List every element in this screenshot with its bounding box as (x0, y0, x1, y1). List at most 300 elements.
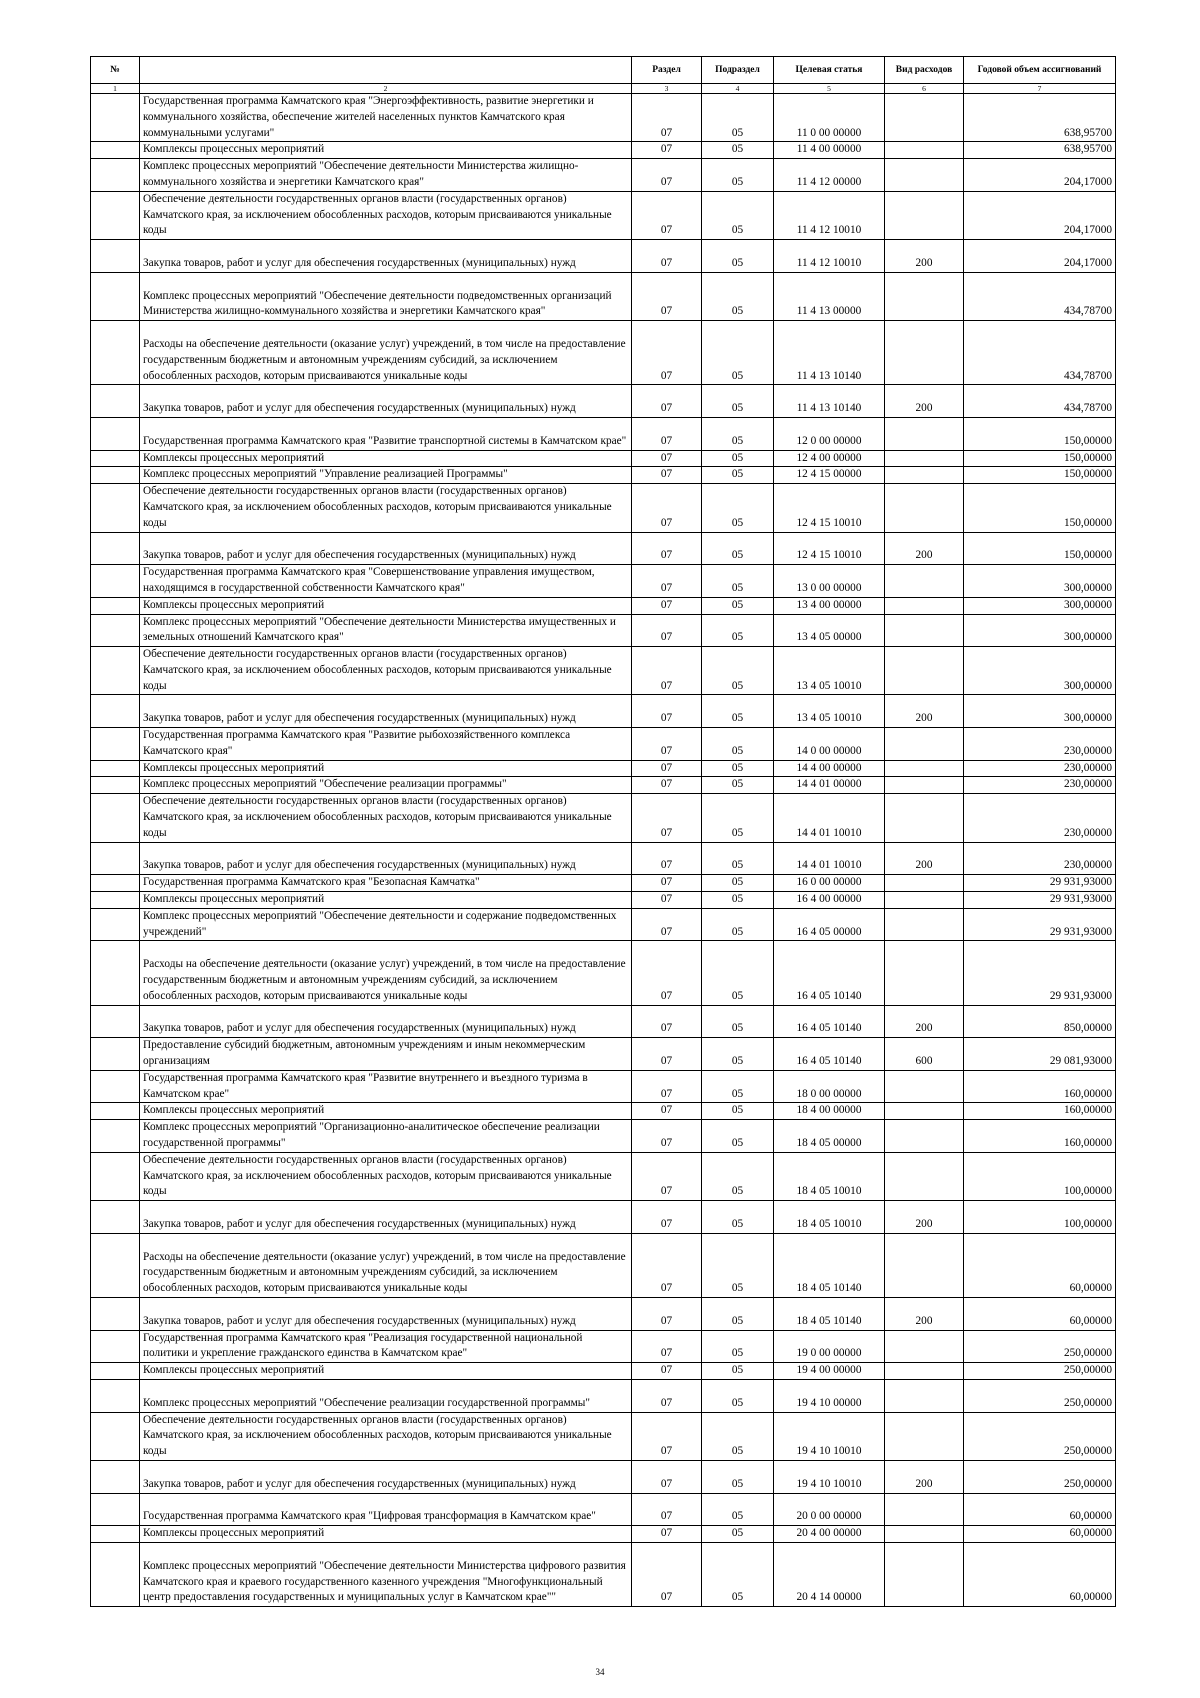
row-number-cell (91, 1297, 140, 1330)
row-vid-rashodov-cell (885, 1412, 964, 1460)
row-name-cell: Государственная программа Камчатского края "Реализация государственной национальной политики и укрепление гражданского единства в Камчатском крае" (140, 1330, 632, 1363)
row-name-cell: Государственная программа Камчатского края "Развитие внутреннего и въездного туризма в Камчатском крае" (140, 1070, 632, 1103)
row-vid-rashodov-cell (885, 565, 964, 598)
row-amount-cell: 150,00000 (964, 532, 1116, 565)
row-celevaya-statya-cell: 13 4 00 00000 (774, 597, 885, 614)
row-amount-cell: 29 931,93000 (964, 941, 1116, 1005)
row-name-cell: Государственная программа Камчатского края "Развитие транспортной системы в Камчатском крае" (140, 417, 632, 450)
row-celevaya-statya-cell: 16 4 05 10140 (774, 941, 885, 1005)
row-amount-cell: 150,00000 (964, 450, 1116, 467)
row-celevaya-statya-cell: 12 4 15 00000 (774, 467, 885, 484)
row-amount-cell: 230,00000 (964, 842, 1116, 875)
table-row (91, 484, 1116, 532)
row-number-cell (91, 875, 140, 892)
row-vid-rashodov-cell (885, 159, 964, 192)
row-razdel-cell: 07 (632, 565, 702, 598)
row-number-cell (91, 1201, 140, 1234)
row-celevaya-statya-cell: 19 4 10 10010 (774, 1460, 885, 1493)
row-podrazdel-cell: 05 (702, 908, 774, 941)
row-razdel-cell: 07 (632, 1005, 702, 1038)
row-razdel-cell: 07 (632, 321, 702, 385)
table-row (91, 647, 1116, 695)
row-podrazdel-cell: 05 (702, 597, 774, 614)
row-number-cell (91, 191, 140, 239)
row-celevaya-statya-cell: 14 0 00 00000 (774, 728, 885, 761)
row-vid-rashodov-cell: 200 (885, 1201, 964, 1234)
column-number-row (91, 84, 1116, 94)
row-number-cell (91, 272, 140, 320)
row-vid-rashodov-cell (885, 728, 964, 761)
row-razdel-cell: 07 (632, 695, 702, 728)
row-podrazdel-cell: 05 (702, 565, 774, 598)
row-razdel-cell: 07 (632, 614, 702, 647)
row-celevaya-statya-cell: 11 4 12 10010 (774, 191, 885, 239)
row-number-cell (91, 159, 140, 192)
row-podrazdel-cell: 05 (702, 1005, 774, 1038)
row-vid-rashodov-cell (885, 1379, 964, 1412)
budget-table (90, 56, 1116, 1607)
row-razdel-cell: 07 (632, 159, 702, 192)
row-number-cell (91, 1233, 140, 1297)
row-podrazdel-cell: 05 (702, 191, 774, 239)
table-row (91, 875, 1116, 892)
row-razdel-cell: 07 (632, 1363, 702, 1380)
row-vid-rashodov-cell (885, 647, 964, 695)
table-row (91, 1526, 1116, 1543)
row-vid-rashodov-cell (885, 777, 964, 794)
row-vid-rashodov-cell (885, 1363, 964, 1380)
row-amount-cell: 300,00000 (964, 565, 1116, 598)
header-godovoy-objem: Годовой объем ассигнований (964, 57, 1116, 84)
row-number-cell (91, 1103, 140, 1120)
row-razdel-cell: 07 (632, 1201, 702, 1234)
row-podrazdel-cell: 05 (702, 647, 774, 695)
row-name-cell: Комплекс процессных мероприятий "Организационно-аналитическое обеспечение реализации государственной программы" (140, 1120, 632, 1153)
row-celevaya-statya-cell: 11 0 00 00000 (774, 94, 885, 142)
table-row (91, 385, 1116, 418)
row-number-cell (91, 1330, 140, 1363)
row-celevaya-statya-cell: 18 0 00 00000 (774, 1070, 885, 1103)
table-header-row (91, 57, 1116, 84)
row-podrazdel-cell: 05 (702, 142, 774, 159)
row-podrazdel-cell: 05 (702, 875, 774, 892)
row-amount-cell: 638,95700 (964, 94, 1116, 142)
row-name-cell: Комплекс процессных мероприятий "Обеспечение деятельности Министерства имущественных и земельных отношений Камчатского края" (140, 614, 632, 647)
row-number-cell (91, 1005, 140, 1038)
row-vid-rashodov-cell: 200 (885, 695, 964, 728)
row-name-cell: Закупка товаров, работ и услуг для обеспечения государственных (муниципальных) нужд (140, 842, 632, 875)
row-amount-cell: 434,78700 (964, 385, 1116, 418)
row-celevaya-statya-cell: 14 4 01 10010 (774, 794, 885, 842)
row-vid-rashodov-cell (885, 597, 964, 614)
row-amount-cell: 638,95700 (964, 142, 1116, 159)
row-amount-cell: 300,00000 (964, 695, 1116, 728)
table-row (91, 159, 1116, 192)
row-podrazdel-cell: 05 (702, 94, 774, 142)
row-vid-rashodov-cell (885, 94, 964, 142)
row-vid-rashodov-cell (885, 1542, 964, 1606)
row-number-cell (91, 794, 140, 842)
header-razdel: Раздел (632, 57, 702, 84)
row-podrazdel-cell: 05 (702, 1330, 774, 1363)
row-razdel-cell: 07 (632, 272, 702, 320)
header-name (140, 57, 632, 84)
row-vid-rashodov-cell (885, 1120, 964, 1153)
row-amount-cell: 300,00000 (964, 597, 1116, 614)
row-razdel-cell: 07 (632, 728, 702, 761)
column-number: 1 (91, 84, 140, 94)
row-vid-rashodov-cell: 200 (885, 842, 964, 875)
row-vid-rashodov-cell (885, 272, 964, 320)
row-razdel-cell: 07 (632, 1038, 702, 1071)
row-razdel-cell: 07 (632, 908, 702, 941)
column-number: 6 (885, 84, 964, 94)
row-razdel-cell: 07 (632, 875, 702, 892)
row-razdel-cell: 07 (632, 1103, 702, 1120)
row-podrazdel-cell: 05 (702, 614, 774, 647)
row-number-cell (91, 647, 140, 695)
row-podrazdel-cell: 05 (702, 467, 774, 484)
row-name-cell: Закупка товаров, работ и услуг для обеспечения государственных (муниципальных) нужд (140, 385, 632, 418)
row-vid-rashodov-cell: 200 (885, 385, 964, 418)
table-row (91, 941, 1116, 1005)
row-number-cell (91, 1412, 140, 1460)
table-row (91, 695, 1116, 728)
page-number: 34 (595, 1667, 605, 1677)
row-razdel-cell: 07 (632, 240, 702, 273)
row-celevaya-statya-cell: 19 4 00 00000 (774, 1363, 885, 1380)
row-number-cell (91, 450, 140, 467)
row-razdel-cell: 07 (632, 597, 702, 614)
row-number-cell (91, 385, 140, 418)
row-podrazdel-cell: 05 (702, 892, 774, 909)
table-row (91, 240, 1116, 273)
row-vid-rashodov-cell (885, 875, 964, 892)
row-podrazdel-cell: 05 (702, 1120, 774, 1153)
row-amount-cell: 160,00000 (964, 1103, 1116, 1120)
row-number-cell (91, 1542, 140, 1606)
row-name-cell: Комплекс процессных мероприятий "Обеспечение реализации программы" (140, 777, 632, 794)
row-podrazdel-cell: 05 (702, 1070, 774, 1103)
row-razdel-cell: 07 (632, 647, 702, 695)
row-podrazdel-cell: 05 (702, 1233, 774, 1297)
row-name-cell: Обеспечение деятельности государственных органов власти (государственных органов) Камчатского края, за исключением обособленных расходов, которым присваиваются уникальные коды (140, 191, 632, 239)
table-row (91, 321, 1116, 385)
row-amount-cell: 29 931,93000 (964, 892, 1116, 909)
row-celevaya-statya-cell: 11 4 13 00000 (774, 272, 885, 320)
row-amount-cell: 230,00000 (964, 777, 1116, 794)
row-number-cell (91, 1038, 140, 1071)
row-name-cell: Комплексы процессных мероприятий (140, 892, 632, 909)
row-razdel-cell: 07 (632, 892, 702, 909)
row-razdel-cell: 07 (632, 1493, 702, 1526)
row-amount-cell: 204,17000 (964, 159, 1116, 192)
row-podrazdel-cell: 05 (702, 1493, 774, 1526)
row-razdel-cell: 07 (632, 467, 702, 484)
row-number-cell (91, 777, 140, 794)
row-amount-cell: 160,00000 (964, 1120, 1116, 1153)
row-amount-cell: 29 931,93000 (964, 875, 1116, 892)
table-row (91, 272, 1116, 320)
row-number-cell (91, 142, 140, 159)
row-razdel-cell: 07 (632, 1542, 702, 1606)
row-name-cell: Государственная программа Камчатского края "Безопасная Камчатка" (140, 875, 632, 892)
row-razdel-cell: 07 (632, 1379, 702, 1412)
row-razdel-cell: 07 (632, 450, 702, 467)
table-row (91, 1330, 1116, 1363)
table-row (91, 728, 1116, 761)
row-name-cell: Расходы на обеспечение деятельности (оказание услуг) учреждений, в том числе на предоставление государственным бюджетным и автономным учреждениям субсидий, за исключением обособленных расходов, которым присваиваются уникальные коды (140, 321, 632, 385)
row-celevaya-statya-cell: 16 4 00 00000 (774, 892, 885, 909)
row-amount-cell: 60,00000 (964, 1297, 1116, 1330)
row-name-cell: Комплекс процессных мероприятий "Обеспечение деятельности и содержание подведомственных учреждений" (140, 908, 632, 941)
table-row (91, 1363, 1116, 1380)
row-amount-cell: 250,00000 (964, 1330, 1116, 1363)
row-name-cell: Закупка товаров, работ и услуг для обеспечения государственных (муниципальных) нужд (140, 1297, 632, 1330)
row-celevaya-statya-cell: 11 4 12 10010 (774, 240, 885, 273)
row-number-cell (91, 1152, 140, 1200)
row-name-cell: Обеспечение деятельности государственных органов власти (государственных органов) Камчатского края, за исключением обособленных расходов, которым присваиваются уникальные коды (140, 794, 632, 842)
table-row (91, 1103, 1116, 1120)
row-razdel-cell: 07 (632, 842, 702, 875)
row-amount-cell: 230,00000 (964, 728, 1116, 761)
table-row (91, 777, 1116, 794)
header-podrazdel: Подраздел (702, 57, 774, 84)
row-vid-rashodov-cell (885, 1493, 964, 1526)
row-name-cell: Закупка товаров, работ и услуг для обеспечения государственных (муниципальных) нужд (140, 1460, 632, 1493)
row-celevaya-statya-cell: 19 4 10 00000 (774, 1379, 885, 1412)
row-podrazdel-cell: 05 (702, 1038, 774, 1071)
row-vid-rashodov-cell: 200 (885, 1460, 964, 1493)
row-celevaya-statya-cell: 16 4 05 00000 (774, 908, 885, 941)
row-number-cell (91, 467, 140, 484)
row-name-cell: Комплекс процессных мероприятий "Обеспечение деятельности подведомственных организаций Министерства жилищно-коммунального хозяйства и энергетики Камчатского края" (140, 272, 632, 320)
row-name-cell: Комплексы процессных мероприятий (140, 760, 632, 777)
row-amount-cell: 250,00000 (964, 1460, 1116, 1493)
row-vid-rashodov-cell (885, 467, 964, 484)
table-row (91, 1152, 1116, 1200)
row-celevaya-statya-cell: 11 4 13 10140 (774, 321, 885, 385)
row-vid-rashodov-cell (885, 1233, 964, 1297)
row-celevaya-statya-cell: 16 4 05 10140 (774, 1038, 885, 1071)
row-celevaya-statya-cell: 14 4 00 00000 (774, 760, 885, 777)
row-number-cell (91, 1526, 140, 1543)
row-podrazdel-cell: 05 (702, 272, 774, 320)
row-name-cell: Закупка товаров, работ и услуг для обеспечения государственных (муниципальных) нужд (140, 240, 632, 273)
column-number: 4 (702, 84, 774, 94)
row-podrazdel-cell: 05 (702, 1103, 774, 1120)
row-podrazdel-cell: 05 (702, 777, 774, 794)
row-celevaya-statya-cell: 18 4 05 10140 (774, 1297, 885, 1330)
row-amount-cell: 160,00000 (964, 1070, 1116, 1103)
row-podrazdel-cell: 05 (702, 760, 774, 777)
row-amount-cell: 300,00000 (964, 647, 1116, 695)
row-razdel-cell: 07 (632, 385, 702, 418)
row-celevaya-statya-cell: 20 0 00 00000 (774, 1493, 885, 1526)
row-podrazdel-cell: 05 (702, 240, 774, 273)
row-celevaya-statya-cell: 12 4 00 00000 (774, 450, 885, 467)
row-vid-rashodov-cell (885, 941, 964, 1005)
row-vid-rashodov-cell (885, 1070, 964, 1103)
table-row (91, 1542, 1116, 1606)
row-celevaya-statya-cell: 16 4 05 10140 (774, 1005, 885, 1038)
row-name-cell: Комплексы процессных мероприятий (140, 597, 632, 614)
header-no: № (91, 57, 140, 84)
table-row (91, 94, 1116, 142)
row-number-cell (91, 1379, 140, 1412)
row-podrazdel-cell: 05 (702, 1526, 774, 1543)
table-row (91, 1070, 1116, 1103)
row-number-cell (91, 695, 140, 728)
row-amount-cell: 204,17000 (964, 191, 1116, 239)
row-razdel-cell: 07 (632, 484, 702, 532)
row-celevaya-statya-cell: 12 0 00 00000 (774, 417, 885, 450)
row-number-cell (91, 1493, 140, 1526)
table-row (91, 614, 1116, 647)
row-celevaya-statya-cell: 13 4 05 00000 (774, 614, 885, 647)
row-podrazdel-cell: 05 (702, 1152, 774, 1200)
row-celevaya-statya-cell: 20 4 14 00000 (774, 1542, 885, 1606)
table-row (91, 191, 1116, 239)
column-number: 5 (774, 84, 885, 94)
row-amount-cell: 434,78700 (964, 321, 1116, 385)
row-celevaya-statya-cell: 11 4 00 00000 (774, 142, 885, 159)
row-razdel-cell: 07 (632, 1526, 702, 1543)
row-celevaya-statya-cell: 18 4 05 10010 (774, 1152, 885, 1200)
row-celevaya-statya-cell: 19 0 00 00000 (774, 1330, 885, 1363)
row-vid-rashodov-cell (885, 450, 964, 467)
row-amount-cell: 150,00000 (964, 467, 1116, 484)
row-celevaya-statya-cell: 18 4 05 00000 (774, 1120, 885, 1153)
row-number-cell (91, 1363, 140, 1380)
row-name-cell: Обеспечение деятельности государственных органов власти (государственных органов) Камчатского края, за исключением обособленных расходов, которым присваиваются уникальные коды (140, 1152, 632, 1200)
column-number: 3 (632, 84, 702, 94)
row-celevaya-statya-cell: 11 4 12 00000 (774, 159, 885, 192)
row-amount-cell: 434,78700 (964, 272, 1116, 320)
row-razdel-cell: 07 (632, 1152, 702, 1200)
row-podrazdel-cell: 05 (702, 417, 774, 450)
row-celevaya-statya-cell: 14 4 01 10010 (774, 842, 885, 875)
row-podrazdel-cell: 05 (702, 794, 774, 842)
header-vid-rashodov: Вид расходов (885, 57, 964, 84)
row-podrazdel-cell: 05 (702, 842, 774, 875)
row-vid-rashodov-cell: 200 (885, 1005, 964, 1038)
row-name-cell: Государственная программа Камчатского края "Энергоэффективность, развитие энергетики и коммунального хозяйства, обеспечение жителей населенных пунктов Камчатского края коммунальными услугами" (140, 94, 632, 142)
row-number-cell (91, 565, 140, 598)
row-amount-cell: 60,00000 (964, 1493, 1116, 1526)
row-number-cell (91, 1070, 140, 1103)
row-vid-rashodov-cell (885, 1152, 964, 1200)
table-row (91, 908, 1116, 941)
row-name-cell: Комплексы процессных мероприятий (140, 1103, 632, 1120)
row-amount-cell: 230,00000 (964, 794, 1116, 842)
row-amount-cell: 230,00000 (964, 760, 1116, 777)
row-name-cell: Закупка товаров, работ и услуг для обеспечения государственных (муниципальных) нужд (140, 1201, 632, 1234)
row-vid-rashodov-cell (885, 484, 964, 532)
row-name-cell: Комплексы процессных мероприятий (140, 142, 632, 159)
row-podrazdel-cell: 05 (702, 941, 774, 1005)
row-vid-rashodov-cell (885, 1526, 964, 1543)
row-number-cell (91, 941, 140, 1005)
row-celevaya-statya-cell: 20 4 00 00000 (774, 1526, 885, 1543)
row-razdel-cell: 07 (632, 417, 702, 450)
row-number-cell (91, 240, 140, 273)
row-vid-rashodov-cell: 200 (885, 240, 964, 273)
row-amount-cell: 250,00000 (964, 1379, 1116, 1412)
row-number-cell (91, 908, 140, 941)
row-celevaya-statya-cell: 19 4 10 10010 (774, 1412, 885, 1460)
row-amount-cell: 100,00000 (964, 1152, 1116, 1200)
row-amount-cell: 150,00000 (964, 484, 1116, 532)
row-amount-cell: 60,00000 (964, 1542, 1116, 1606)
table-row (91, 1038, 1116, 1071)
row-amount-cell: 60,00000 (964, 1233, 1116, 1297)
table-row (91, 1233, 1116, 1297)
row-number-cell (91, 417, 140, 450)
row-celevaya-statya-cell: 18 4 05 10140 (774, 1233, 885, 1297)
row-celevaya-statya-cell: 12 4 15 10010 (774, 484, 885, 532)
row-number-cell (91, 842, 140, 875)
row-number-cell (91, 760, 140, 777)
row-podrazdel-cell: 05 (702, 1297, 774, 1330)
table-row (91, 1379, 1116, 1412)
row-celevaya-statya-cell: 13 0 00 00000 (774, 565, 885, 598)
row-razdel-cell: 07 (632, 1070, 702, 1103)
table-row (91, 565, 1116, 598)
row-razdel-cell: 07 (632, 794, 702, 842)
row-razdel-cell: 07 (632, 191, 702, 239)
row-vid-rashodov-cell (885, 794, 964, 842)
row-celevaya-statya-cell: 14 4 01 00000 (774, 777, 885, 794)
row-amount-cell: 60,00000 (964, 1526, 1116, 1543)
row-number-cell (91, 892, 140, 909)
row-name-cell: Государственная программа Камчатского края "Цифровая трансформация в Камчатском крае" (140, 1493, 632, 1526)
row-vid-rashodov-cell (885, 142, 964, 159)
row-amount-cell: 29 931,93000 (964, 908, 1116, 941)
header-celevaya-statya: Целевая статья (774, 57, 885, 84)
table-row (91, 1412, 1116, 1460)
row-celevaya-statya-cell: 13 4 05 10010 (774, 647, 885, 695)
row-name-cell: Закупка товаров, работ и услуг для обеспечения государственных (муниципальных) нужд (140, 532, 632, 565)
row-razdel-cell: 07 (632, 1120, 702, 1153)
table-row (91, 1493, 1116, 1526)
row-podrazdel-cell: 05 (702, 1363, 774, 1380)
row-name-cell: Государственная программа Камчатского края "Развитие рыбохозяйственного комплекса Камчатского края" (140, 728, 632, 761)
row-podrazdel-cell: 05 (702, 695, 774, 728)
budget-sheet (90, 56, 1115, 1607)
row-celevaya-statya-cell: 12 4 15 10010 (774, 532, 885, 565)
row-razdel-cell: 07 (632, 1297, 702, 1330)
row-amount-cell: 300,00000 (964, 614, 1116, 647)
table-row (91, 597, 1116, 614)
row-amount-cell: 29 081,93000 (964, 1038, 1116, 1071)
row-razdel-cell: 07 (632, 777, 702, 794)
table-row (91, 892, 1116, 909)
row-razdel-cell: 07 (632, 532, 702, 565)
row-podrazdel-cell: 05 (702, 532, 774, 565)
row-vid-rashodov-cell (885, 1330, 964, 1363)
row-podrazdel-cell: 05 (702, 1460, 774, 1493)
row-podrazdel-cell: 05 (702, 321, 774, 385)
row-amount-cell: 250,00000 (964, 1363, 1116, 1380)
row-razdel-cell: 07 (632, 760, 702, 777)
column-number: 2 (140, 84, 632, 94)
row-razdel-cell: 07 (632, 1460, 702, 1493)
row-celevaya-statya-cell: 18 4 05 10010 (774, 1201, 885, 1234)
row-vid-rashodov-cell (885, 1103, 964, 1120)
table-row (91, 1297, 1116, 1330)
row-celevaya-statya-cell: 13 4 05 10010 (774, 695, 885, 728)
